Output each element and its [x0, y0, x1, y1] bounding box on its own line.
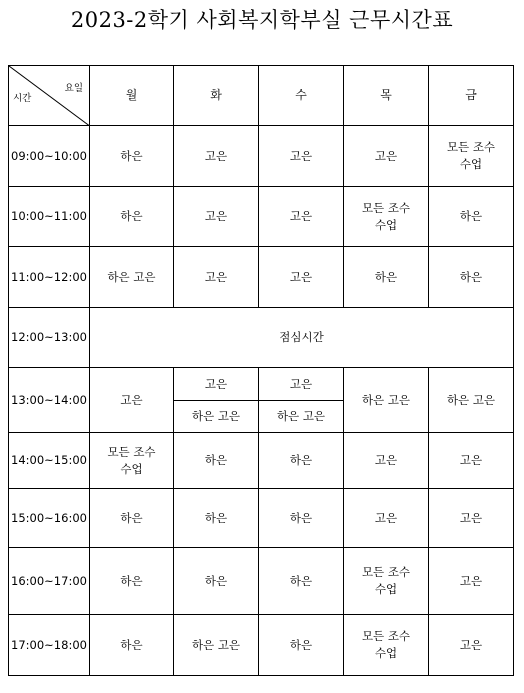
schedule-cell [344, 186, 429, 246]
schedule-cell-bottom: 하은 고은 [259, 400, 344, 432]
page-title: 2023-2학기 사회복지학부실 근무시간표 [70, 8, 454, 32]
schedule-table [8, 65, 514, 676]
schedule-cell: 고은 [259, 186, 344, 246]
cell-line: 수업 [374, 646, 398, 661]
table-row [9, 615, 514, 676]
cell-line: 수업 [374, 582, 398, 597]
schedule-cell: 고은 [344, 126, 429, 186]
time-cell: 15:00~16:00 [9, 489, 90, 547]
schedule-cell: 하은 [259, 615, 344, 676]
schedule-cell: 고은 [174, 186, 259, 246]
schedule-cell: 하은 [429, 247, 514, 307]
corner-header-cell [9, 66, 90, 126]
schedule-cell: 하은 고은 [90, 247, 174, 307]
schedule-cell: 하은 [90, 547, 174, 615]
time-cell: 16:00~17:00 [9, 547, 90, 615]
schedule-cell: 고은 [259, 247, 344, 307]
schedule-cell [344, 615, 429, 676]
schedule-cell: 하은 [174, 489, 259, 547]
time-cell: 09:00~10:00 [9, 126, 90, 186]
schedule-cell: 하은 [259, 489, 344, 547]
cell-line: 수업 [374, 217, 398, 232]
cell-line: 모든 조수 [361, 629, 411, 644]
schedule-cell: 하은 [429, 186, 514, 246]
schedule-cell: 하은 [174, 432, 259, 488]
cell-line: 수업 [459, 157, 483, 172]
day-header-tue: 화 [174, 66, 259, 126]
schedule-cell: 고은 [429, 432, 514, 488]
schedule-cell: 고은 [174, 247, 259, 307]
day-header-fri: 금 [429, 66, 514, 126]
time-cell: 12:00~13:00 [9, 307, 90, 367]
schedule-cell: 고은 [259, 126, 344, 186]
time-cell: 14:00~15:00 [9, 432, 90, 488]
schedule-cell: 고은 [344, 489, 429, 547]
table-row [9, 186, 514, 246]
schedule-cell: 하은 [344, 247, 429, 307]
schedule-cell: 하은 고은 [429, 368, 514, 433]
schedule-cell: 하은 [174, 547, 259, 615]
schedule-cell: 고은 [429, 615, 514, 676]
time-cell: 11:00~12:00 [9, 247, 90, 307]
schedule-cell [344, 547, 429, 615]
table-row [9, 126, 514, 186]
cell-line: 모든 조수 [361, 565, 411, 580]
schedule-cell: 하은 고은 [344, 368, 429, 433]
schedule-cell: 하은 [90, 615, 174, 676]
time-cell: 10:00~11:00 [9, 186, 90, 246]
cell-line: 모든 조수 [446, 140, 496, 155]
cell-line: 모든 조수 [107, 444, 156, 459]
table-row [9, 432, 514, 488]
header-row [9, 66, 514, 126]
schedule-cell: 하은 [259, 547, 344, 615]
schedule-cell: 하은 [259, 432, 344, 488]
schedule-cell: 하은 [90, 126, 174, 186]
time-cell: 17:00~18:00 [9, 615, 90, 676]
schedule-cell [90, 432, 174, 488]
lunch-cell: 점심시간 [90, 307, 514, 367]
time-cell: 13:00~14:00 [9, 368, 90, 433]
table-row [9, 247, 514, 307]
schedule-cell: 하은 [90, 489, 174, 547]
schedule-cell: 고은 [429, 489, 514, 547]
schedule-cell: 고은 [344, 432, 429, 488]
schedule-cell [429, 126, 514, 186]
schedule-cell: 고은 [174, 126, 259, 186]
schedule-cell-top: 고은 [174, 368, 259, 400]
schedule-cell-bottom: 하은 고은 [174, 400, 259, 432]
corner-day-label: 요일 [64, 83, 83, 94]
table-row [9, 307, 514, 367]
cell-line: 모든 조수 [361, 200, 411, 215]
schedule-cell: 하은 [90, 186, 174, 246]
table-row [9, 547, 514, 615]
schedule-cell-top: 고은 [259, 368, 344, 400]
corner-time-label: 시간 [13, 93, 32, 105]
day-header-mon: 월 [90, 66, 174, 126]
day-header-thu: 목 [344, 66, 429, 126]
schedule-cell: 고은 [90, 368, 174, 433]
table-row [9, 368, 514, 400]
schedule-cell: 고은 [429, 547, 514, 615]
schedule-cell: 하은 고은 [174, 615, 259, 676]
day-header-wed: 수 [259, 66, 344, 126]
table-row [9, 489, 514, 547]
cell-line: 수업 [120, 461, 143, 476]
